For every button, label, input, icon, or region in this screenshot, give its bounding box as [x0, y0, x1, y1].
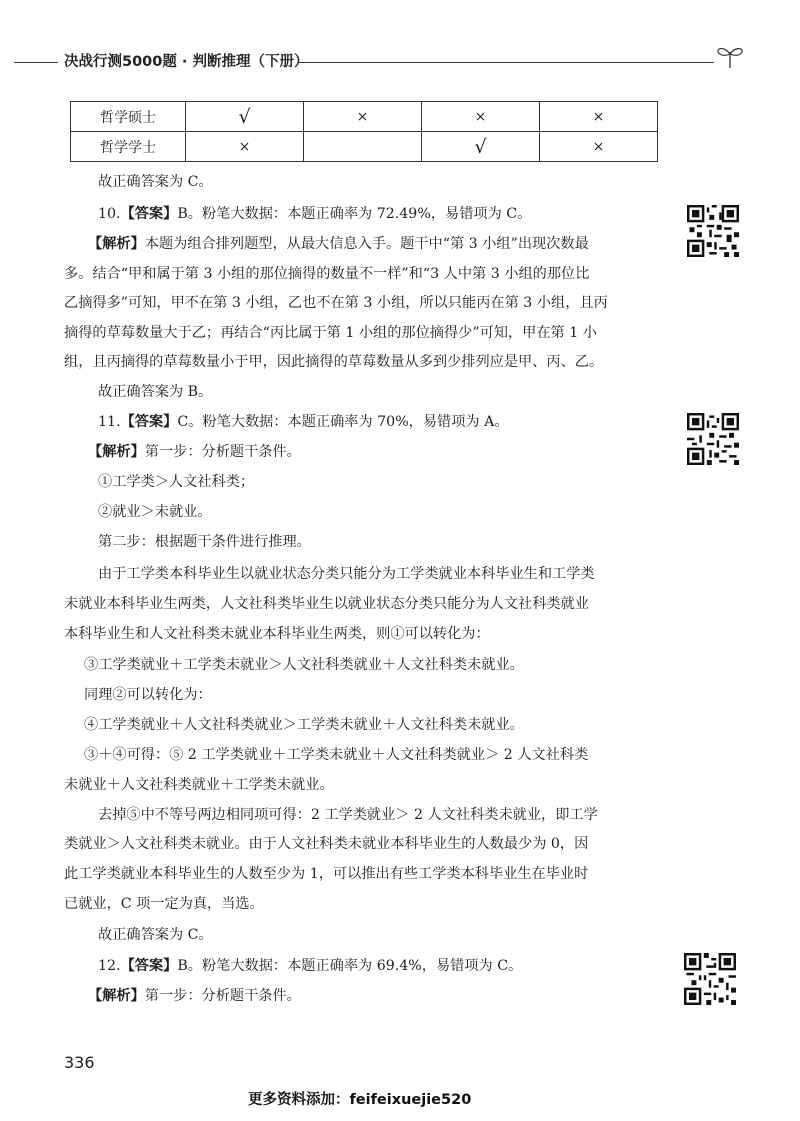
analysis-text: 第一步：分析题干条件。	[144, 988, 301, 1004]
analysis-line: 未就业本科毕业生两类，人文社科类毕业生以就业状态分类只能分为人文社科类就业	[64, 596, 589, 612]
question-number: 10.	[98, 206, 121, 222]
table-row-label: 哲学硕士	[71, 102, 186, 132]
qr-code-icon	[687, 413, 739, 465]
table-cell: ×	[186, 132, 304, 162]
question-10-answer-line	[98, 204, 531, 224]
table-cell: ×	[422, 102, 540, 132]
answer-table	[70, 101, 658, 162]
analysis-tag: 【解析】	[88, 236, 145, 252]
analysis-line: 未就业＋人文社科类就业＋工学类未就业。	[64, 777, 334, 793]
analysis-line: 类就业＞人文社科类未就业。由于人文社科类未就业本科毕业生的人数最少为 0，因	[64, 836, 589, 852]
answer-text: C。粉笔大数据：本题正确率为 70%，易错项为 A。	[177, 414, 509, 430]
analysis-text: 本题为组合排列题型，从最大信息入手。题干中“第 3 小组”出现次数最	[144, 236, 589, 252]
analysis-line: 已就业，C 项一定为真，当选。	[64, 896, 264, 912]
analysis-line: 去掉⑤中不等号两边相同项可得：2 工学类就业＞ 2 人文社科类未就业，即工学	[98, 807, 598, 823]
analysis-line: 同理②可以转化为：	[84, 687, 212, 703]
answer-tag: 【答案】	[120, 206, 178, 222]
answer-tag: 【答案】	[120, 958, 178, 974]
running-header	[0, 48, 800, 78]
table-cell: √	[422, 132, 540, 162]
analysis-line: ①工学类＞人文社科类；	[98, 474, 255, 490]
answer-tag: 【答案】	[120, 414, 178, 430]
answer-line: 故正确答案为 C。	[98, 927, 213, 943]
table-cell: √	[186, 102, 304, 132]
leaf-sprout-icon	[714, 42, 746, 70]
page-number: 336	[64, 1053, 95, 1072]
analysis-line: 多。结合“甲和属于第 3 小组的那位摘得的数量不一样”和“3 人中第 3 小组的那位比	[64, 266, 590, 282]
answer-line: 故正确答案为 C。	[98, 174, 213, 190]
answer-line: 故正确答案为 B。	[98, 384, 213, 400]
analysis-line: 由于工学类本科毕业生以就业状态分类只能分为工学类就业本科毕业生和工学类	[98, 566, 595, 582]
table-cell: ×	[304, 102, 422, 132]
answer-text: B。粉笔大数据：本题正确率为 72.49%，易错项为 C。	[177, 206, 532, 222]
table-cell: ×	[539, 102, 657, 132]
analysis-line: 本科毕业生和人文社科类未就业本科毕业生两类，则①可以转化为：	[64, 626, 490, 642]
analysis-line	[88, 234, 589, 254]
question-number: 11.	[98, 414, 121, 430]
analysis-line	[88, 986, 301, 1006]
analysis-line	[88, 442, 301, 462]
analysis-tag: 【解析】	[88, 988, 145, 1004]
analysis-line: 乙摘得多”可知，甲不在第 3 小组，乙也不在第 3 小组，所以只能丙在第 3 小组，且丙	[64, 295, 608, 311]
header-title: 决战行测5000题 · 判断推理（下册）	[64, 54, 309, 70]
answer-text: B。粉笔大数据：本题正确率为 69.4%，易错项为 C。	[177, 958, 523, 974]
analysis-line: 组，且丙摘得的草莓数量小于甲，因此摘得的草莓数量从多到少排列应是甲、丙、乙。	[64, 354, 604, 370]
qr-code-icon	[687, 205, 739, 257]
question-12-answer-line	[98, 956, 522, 976]
analysis-line: ④工学类就业＋人文社科类就业＞工学类未就业＋人文社科类未就业。	[84, 717, 524, 733]
table-row	[71, 102, 658, 132]
table-cell	[304, 132, 422, 162]
header-rule-left	[14, 62, 58, 63]
analysis-text: 第一步：分析题干条件。	[144, 444, 301, 460]
question-11-answer-line	[98, 412, 509, 432]
table-cell: ×	[539, 132, 657, 162]
analysis-line: 摘得的草莓数量大于乙；再结合“丙比属于第 1 小组的那位摘得少”可知，甲在第 1 小	[64, 325, 597, 341]
analysis-line: ②就业＞未就业。	[98, 504, 212, 520]
analysis-line: ③工学类就业＋工学类未就业＞人文社科类就业＋人文社科类未就业。	[84, 657, 524, 673]
analysis-line: 第二步：根据题干条件进行推理。	[98, 534, 311, 550]
analysis-line: ③＋④可得：⑤ 2 工学类就业＋工学类未就业＋人文社科类就业＞ 2 人文社科类	[84, 747, 589, 763]
table-row-label: 哲学学士	[71, 132, 186, 162]
analysis-line: 此工学类就业本科毕业生的人数至少为 1，可以推出有些工学类本科毕业生在毕业时	[64, 866, 589, 882]
question-number: 12.	[98, 958, 121, 974]
analysis-tag: 【解析】	[88, 444, 145, 460]
header-rule-right	[298, 62, 714, 63]
table-row	[71, 132, 658, 162]
footer-note: 更多资料添加：feifeixuejie520	[248, 1092, 472, 1108]
qr-code-icon	[684, 953, 736, 1005]
